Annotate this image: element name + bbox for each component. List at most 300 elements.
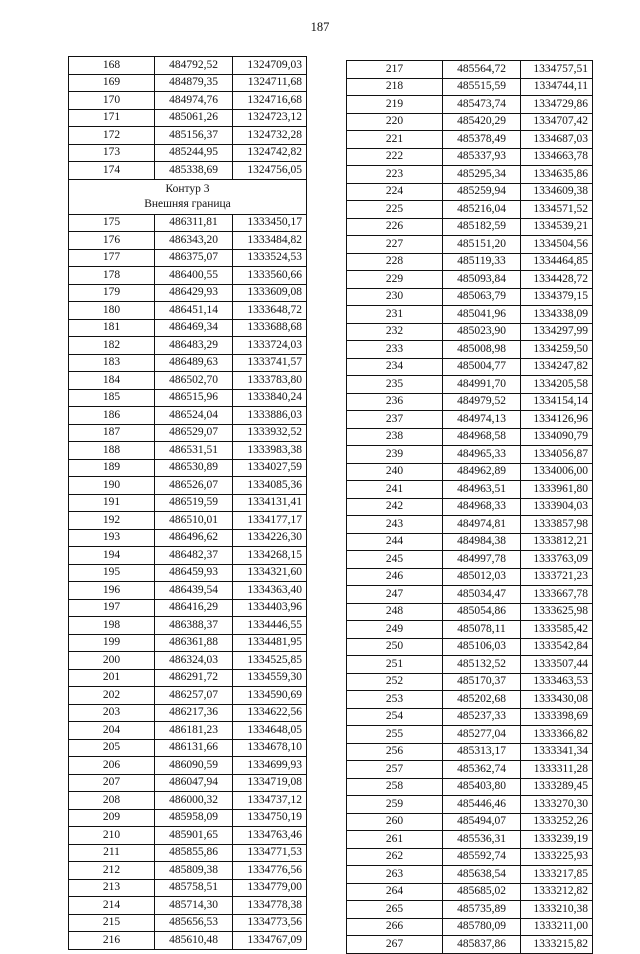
y-coordinate-cell: 1334779,00 <box>233 879 307 897</box>
y-coordinate-cell: 1334571,52 <box>521 201 593 219</box>
x-coordinate-cell: 485446,46 <box>443 796 521 814</box>
x-coordinate-cell: 486361,88 <box>155 634 233 652</box>
point-number-cell: 183 <box>69 354 155 372</box>
y-coordinate-cell: 1333763,09 <box>521 551 593 569</box>
point-number-cell: 213 <box>69 879 155 897</box>
table-row <box>347 551 593 569</box>
x-coordinate-cell: 486257,07 <box>155 687 233 705</box>
point-number-cell: 171 <box>69 109 155 127</box>
point-number-cell: 220 <box>347 113 443 131</box>
x-coordinate-cell: 486429,93 <box>155 284 233 302</box>
x-coordinate-cell: 485494,07 <box>443 813 521 831</box>
point-number-cell: 221 <box>347 131 443 149</box>
y-coordinate-cell: 1333463,53 <box>521 673 593 691</box>
point-number-cell: 195 <box>69 564 155 582</box>
y-coordinate-cell: 1324711,68 <box>233 74 307 92</box>
x-coordinate-cell: 486530,89 <box>155 459 233 477</box>
table-row <box>347 586 593 604</box>
y-coordinate-cell: 1333585,42 <box>521 621 593 639</box>
section-title: Контур 3 <box>165 183 210 196</box>
x-coordinate-cell: 486217,36 <box>155 704 233 722</box>
y-coordinate-cell: 1333484,82 <box>233 232 307 250</box>
y-coordinate-cell: 1334321,60 <box>233 564 307 582</box>
table-row <box>69 214 307 232</box>
x-coordinate-cell: 484974,13 <box>443 411 521 429</box>
y-coordinate-cell: 1334464,85 <box>521 253 593 271</box>
x-coordinate-cell: 485313,17 <box>443 743 521 761</box>
y-coordinate-cell: 1333212,82 <box>521 883 593 901</box>
table-row <box>69 932 307 950</box>
y-coordinate-cell: 1333625,98 <box>521 603 593 621</box>
point-number-cell: 182 <box>69 337 155 355</box>
y-coordinate-cell: 1334056,87 <box>521 446 593 464</box>
x-coordinate-cell: 484974,76 <box>155 92 233 110</box>
table-row <box>69 634 307 652</box>
point-number-cell: 206 <box>69 757 155 775</box>
x-coordinate-cell: 486311,81 <box>155 214 233 232</box>
y-coordinate-cell: 1333667,78 <box>521 586 593 604</box>
table-row <box>347 533 593 551</box>
table-row <box>347 61 593 79</box>
y-coordinate-cell: 1333217,85 <box>521 866 593 884</box>
table-row <box>347 113 593 131</box>
point-number-cell: 239 <box>347 446 443 464</box>
table-row <box>69 302 307 320</box>
y-coordinate-cell: 1333215,82 <box>521 936 593 954</box>
point-number-cell: 247 <box>347 586 443 604</box>
point-number-cell: 240 <box>347 463 443 481</box>
y-coordinate-cell: 1333688,68 <box>233 319 307 337</box>
table-row <box>69 547 307 565</box>
point-number-cell: 248 <box>347 603 443 621</box>
point-number-cell: 236 <box>347 393 443 411</box>
point-number-cell: 234 <box>347 358 443 376</box>
table-row <box>69 407 307 425</box>
table-row <box>347 271 593 289</box>
table-row <box>69 722 307 740</box>
y-coordinate-cell: 1334126,96 <box>521 411 593 429</box>
point-number-cell: 242 <box>347 498 443 516</box>
point-number-cell: 177 <box>69 249 155 267</box>
x-coordinate-cell: 485638,54 <box>443 866 521 884</box>
table-row <box>69 582 307 600</box>
point-number-cell: 233 <box>347 341 443 359</box>
x-coordinate-cell: 485041,96 <box>443 306 521 324</box>
point-number-cell: 208 <box>69 792 155 810</box>
y-coordinate-cell: 1333609,08 <box>233 284 307 302</box>
y-coordinate-cell: 1334590,69 <box>233 687 307 705</box>
table-row <box>69 529 307 547</box>
point-number-cell: 267 <box>347 936 443 954</box>
left-table-body-before <box>69 57 307 180</box>
y-coordinate-cell: 1333311,28 <box>521 761 593 779</box>
section-header-cell <box>69 179 307 214</box>
table-row <box>69 232 307 250</box>
point-number-cell: 222 <box>347 148 443 166</box>
table-row <box>69 74 307 92</box>
y-coordinate-cell: 1334027,59 <box>233 459 307 477</box>
y-coordinate-cell: 1334757,51 <box>521 61 593 79</box>
table-row <box>347 708 593 726</box>
y-coordinate-cell: 1334729,86 <box>521 96 593 114</box>
table-row <box>347 253 593 271</box>
table-row <box>347 568 593 586</box>
point-number-cell: 262 <box>347 848 443 866</box>
table-row <box>347 218 593 236</box>
table-row <box>347 463 593 481</box>
point-number-cell: 246 <box>347 568 443 586</box>
y-coordinate-cell: 1334379,15 <box>521 288 593 306</box>
x-coordinate-cell: 485295,34 <box>443 166 521 184</box>
table-row <box>69 354 307 372</box>
point-number-cell: 266 <box>347 918 443 936</box>
point-number-cell: 194 <box>69 547 155 565</box>
table-row <box>69 512 307 530</box>
point-number-cell: 190 <box>69 477 155 495</box>
y-coordinate-cell: 1333239,19 <box>521 831 593 849</box>
y-coordinate-cell: 1333524,53 <box>233 249 307 267</box>
table-row <box>347 358 593 376</box>
x-coordinate-cell: 486510,01 <box>155 512 233 530</box>
table-row <box>347 201 593 219</box>
x-coordinate-cell: 485735,89 <box>443 901 521 919</box>
point-number-cell: 200 <box>69 652 155 670</box>
y-coordinate-cell: 1333252,26 <box>521 813 593 831</box>
table-row <box>347 288 593 306</box>
point-number-cell: 243 <box>347 516 443 534</box>
x-coordinate-cell: 484997,78 <box>443 551 521 569</box>
x-coordinate-cell: 484962,89 <box>443 463 521 481</box>
x-coordinate-cell: 485714,30 <box>155 897 233 915</box>
x-coordinate-cell: 486502,70 <box>155 372 233 390</box>
point-number-cell: 216 <box>69 932 155 950</box>
x-coordinate-cell: 486131,66 <box>155 739 233 757</box>
x-coordinate-cell: 485685,02 <box>443 883 521 901</box>
table-row <box>347 446 593 464</box>
x-coordinate-cell: 485106,03 <box>443 638 521 656</box>
x-coordinate-cell: 486439,54 <box>155 582 233 600</box>
y-coordinate-cell: 1334559,30 <box>233 669 307 687</box>
y-coordinate-cell: 1334744,11 <box>521 78 593 96</box>
point-number-cell: 231 <box>347 306 443 324</box>
table-row <box>347 726 593 744</box>
y-coordinate-cell: 1333542,84 <box>521 638 593 656</box>
x-coordinate-cell: 486526,07 <box>155 477 233 495</box>
x-coordinate-cell: 485592,74 <box>443 848 521 866</box>
y-coordinate-cell: 1333430,08 <box>521 691 593 709</box>
x-coordinate-cell: 486388,37 <box>155 617 233 635</box>
point-number-cell: 170 <box>69 92 155 110</box>
table-row <box>69 494 307 512</box>
point-number-cell: 232 <box>347 323 443 341</box>
y-coordinate-cell: 1324742,82 <box>233 144 307 162</box>
y-coordinate-cell: 1334131,41 <box>233 494 307 512</box>
y-coordinate-cell: 1333450,17 <box>233 214 307 232</box>
table-row <box>69 897 307 915</box>
table-row <box>69 162 307 180</box>
x-coordinate-cell: 485780,09 <box>443 918 521 936</box>
point-number-cell: 212 <box>69 862 155 880</box>
y-coordinate-cell: 1333211,00 <box>521 918 593 936</box>
table-row <box>347 131 593 149</box>
y-coordinate-cell: 1334719,08 <box>233 774 307 792</box>
x-coordinate-cell: 484792,52 <box>155 57 233 75</box>
y-coordinate-cell: 1333983,38 <box>233 442 307 460</box>
y-coordinate-cell: 1334504,56 <box>521 236 593 254</box>
x-coordinate-cell: 485515,59 <box>443 78 521 96</box>
table-row <box>347 481 593 499</box>
table-row <box>69 319 307 337</box>
y-coordinate-cell: 1334776,56 <box>233 862 307 880</box>
table-row <box>347 428 593 446</box>
table-row <box>347 236 593 254</box>
table-row <box>69 92 307 110</box>
point-number-cell: 235 <box>347 376 443 394</box>
point-number-cell: 253 <box>347 691 443 709</box>
table-row <box>347 918 593 936</box>
x-coordinate-cell: 485004,77 <box>443 358 521 376</box>
y-coordinate-cell: 1333210,38 <box>521 901 593 919</box>
table-row <box>69 862 307 880</box>
point-number-cell: 217 <box>347 61 443 79</box>
y-coordinate-cell: 1334525,85 <box>233 652 307 670</box>
x-coordinate-cell: 485337,93 <box>443 148 521 166</box>
y-coordinate-cell: 1333741,57 <box>233 354 307 372</box>
table-row <box>347 306 593 324</box>
x-coordinate-cell: 485378,49 <box>443 131 521 149</box>
y-coordinate-cell: 1334699,93 <box>233 757 307 775</box>
table-row <box>69 459 307 477</box>
point-number-cell: 201 <box>69 669 155 687</box>
x-coordinate-cell: 486375,07 <box>155 249 233 267</box>
table-row <box>347 341 593 359</box>
x-coordinate-cell: 485837,86 <box>443 936 521 954</box>
point-number-cell: 185 <box>69 389 155 407</box>
point-number-cell: 244 <box>347 533 443 551</box>
point-number-cell: 255 <box>347 726 443 744</box>
point-number-cell: 238 <box>347 428 443 446</box>
table-row <box>69 792 307 810</box>
y-coordinate-cell: 1334778,38 <box>233 897 307 915</box>
x-coordinate-cell: 485237,33 <box>443 708 521 726</box>
table-row <box>69 127 307 145</box>
section-header-row <box>69 179 307 214</box>
point-number-cell: 224 <box>347 183 443 201</box>
y-coordinate-cell: 1334767,09 <box>233 932 307 950</box>
table-row <box>69 774 307 792</box>
x-coordinate-cell: 484968,58 <box>443 428 521 446</box>
y-coordinate-cell: 1334205,58 <box>521 376 593 394</box>
y-coordinate-cell: 1333961,80 <box>521 481 593 499</box>
x-coordinate-cell: 486482,37 <box>155 547 233 565</box>
x-coordinate-cell: 485362,74 <box>443 761 521 779</box>
point-number-cell: 252 <box>347 673 443 691</box>
x-coordinate-cell: 484968,33 <box>443 498 521 516</box>
point-number-cell: 188 <box>69 442 155 460</box>
x-coordinate-cell: 485008,98 <box>443 341 521 359</box>
x-coordinate-cell: 485259,94 <box>443 183 521 201</box>
y-coordinate-cell: 1334707,42 <box>521 113 593 131</box>
table-row <box>347 621 593 639</box>
table-row <box>69 914 307 932</box>
point-number-cell: 197 <box>69 599 155 617</box>
point-number-cell: 245 <box>347 551 443 569</box>
y-coordinate-cell: 1333398,69 <box>521 708 593 726</box>
y-coordinate-cell: 1334363,40 <box>233 582 307 600</box>
x-coordinate-cell: 484991,70 <box>443 376 521 394</box>
point-number-cell: 179 <box>69 284 155 302</box>
table-row <box>69 337 307 355</box>
point-number-cell: 226 <box>347 218 443 236</box>
point-number-cell: 204 <box>69 722 155 740</box>
table-row <box>69 249 307 267</box>
point-number-cell: 180 <box>69 302 155 320</box>
point-number-cell: 207 <box>69 774 155 792</box>
point-number-cell: 259 <box>347 796 443 814</box>
x-coordinate-cell: 484974,81 <box>443 516 521 534</box>
x-coordinate-cell: 485901,65 <box>155 827 233 845</box>
x-coordinate-cell: 485151,20 <box>443 236 521 254</box>
y-coordinate-cell: 1334177,17 <box>233 512 307 530</box>
y-coordinate-cell: 1333341,34 <box>521 743 593 761</box>
y-coordinate-cell: 1334663,78 <box>521 148 593 166</box>
table-row <box>69 844 307 862</box>
table-row <box>347 883 593 901</box>
table-row <box>69 757 307 775</box>
x-coordinate-cell: 485061,26 <box>155 109 233 127</box>
y-coordinate-cell: 1334737,12 <box>233 792 307 810</box>
y-coordinate-cell: 1334763,46 <box>233 827 307 845</box>
y-coordinate-cell: 1324732,28 <box>233 127 307 145</box>
x-coordinate-cell: 486469,34 <box>155 319 233 337</box>
x-coordinate-cell: 484965,33 <box>443 446 521 464</box>
x-coordinate-cell: 485023,90 <box>443 323 521 341</box>
table-row <box>347 901 593 919</box>
x-coordinate-cell: 486531,51 <box>155 442 233 460</box>
table-row <box>347 376 593 394</box>
x-coordinate-cell: 485012,03 <box>443 568 521 586</box>
table-row <box>347 411 593 429</box>
x-coordinate-cell: 485034,47 <box>443 586 521 604</box>
y-coordinate-cell: 1334750,19 <box>233 809 307 827</box>
x-coordinate-cell: 486496,62 <box>155 529 233 547</box>
point-number-cell: 219 <box>347 96 443 114</box>
point-number-cell: 251 <box>347 656 443 674</box>
point-number-cell: 256 <box>347 743 443 761</box>
x-coordinate-cell: 485855,86 <box>155 844 233 862</box>
point-number-cell: 169 <box>69 74 155 92</box>
x-coordinate-cell: 486291,72 <box>155 669 233 687</box>
x-coordinate-cell: 486416,29 <box>155 599 233 617</box>
point-number-cell: 209 <box>69 809 155 827</box>
table-row <box>347 761 593 779</box>
x-coordinate-cell: 485182,59 <box>443 218 521 236</box>
point-number-cell: 193 <box>69 529 155 547</box>
section-header-group <box>69 179 307 214</box>
table-row <box>69 687 307 705</box>
left-coordinates-table <box>68 56 307 950</box>
x-coordinate-cell: 485610,48 <box>155 932 233 950</box>
y-coordinate-cell: 1334247,82 <box>521 358 593 376</box>
table-row <box>69 739 307 757</box>
y-coordinate-cell: 1334635,86 <box>521 166 593 184</box>
point-number-cell: 229 <box>347 271 443 289</box>
point-number-cell: 263 <box>347 866 443 884</box>
x-coordinate-cell: 485420,29 <box>443 113 521 131</box>
table-row <box>347 831 593 849</box>
x-coordinate-cell: 485156,37 <box>155 127 233 145</box>
x-coordinate-cell: 485338,69 <box>155 162 233 180</box>
x-coordinate-cell: 484879,35 <box>155 74 233 92</box>
y-coordinate-cell: 1333289,45 <box>521 778 593 796</box>
x-coordinate-cell: 485054,86 <box>443 603 521 621</box>
y-coordinate-cell: 1334539,21 <box>521 218 593 236</box>
point-number-cell: 258 <box>347 778 443 796</box>
point-number-cell: 230 <box>347 288 443 306</box>
point-number-cell: 228 <box>347 253 443 271</box>
point-number-cell: 173 <box>69 144 155 162</box>
table-row <box>69 827 307 845</box>
x-coordinate-cell: 485958,09 <box>155 809 233 827</box>
y-coordinate-cell: 1334268,15 <box>233 547 307 565</box>
x-coordinate-cell: 486524,04 <box>155 407 233 425</box>
point-number-cell: 191 <box>69 494 155 512</box>
table-row <box>69 109 307 127</box>
y-coordinate-cell: 1334648,05 <box>233 722 307 740</box>
table-row <box>347 656 593 674</box>
y-coordinate-cell: 1324716,68 <box>233 92 307 110</box>
x-coordinate-cell: 485170,37 <box>443 673 521 691</box>
x-coordinate-cell: 485132,52 <box>443 656 521 674</box>
point-number-cell: 249 <box>347 621 443 639</box>
x-coordinate-cell: 486515,96 <box>155 389 233 407</box>
x-coordinate-cell: 484963,51 <box>443 481 521 499</box>
y-coordinate-cell: 1334446,55 <box>233 617 307 635</box>
table-row <box>347 603 593 621</box>
table-row <box>69 267 307 285</box>
point-number-cell: 175 <box>69 214 155 232</box>
point-number-cell: 237 <box>347 411 443 429</box>
y-coordinate-cell: 1334154,14 <box>521 393 593 411</box>
point-number-cell: 214 <box>69 897 155 915</box>
table-row <box>69 704 307 722</box>
y-coordinate-cell: 1333840,24 <box>233 389 307 407</box>
y-coordinate-cell: 1333812,21 <box>521 533 593 551</box>
table-row <box>69 424 307 442</box>
point-number-cell: 192 <box>69 512 155 530</box>
x-coordinate-cell: 486343,20 <box>155 232 233 250</box>
y-coordinate-cell: 1334428,72 <box>521 271 593 289</box>
x-coordinate-cell: 486181,23 <box>155 722 233 740</box>
x-coordinate-cell: 486324,03 <box>155 652 233 670</box>
y-coordinate-cell: 1334006,00 <box>521 463 593 481</box>
y-coordinate-cell: 1333225,93 <box>521 848 593 866</box>
x-coordinate-cell: 486090,59 <box>155 757 233 775</box>
point-number-cell: 174 <box>69 162 155 180</box>
x-coordinate-cell: 485202,68 <box>443 691 521 709</box>
point-number-cell: 210 <box>69 827 155 845</box>
point-number-cell: 176 <box>69 232 155 250</box>
y-coordinate-cell: 1333648,72 <box>233 302 307 320</box>
y-coordinate-cell: 1334687,03 <box>521 131 593 149</box>
table-row <box>347 498 593 516</box>
point-number-cell: 250 <box>347 638 443 656</box>
x-coordinate-cell: 485809,38 <box>155 862 233 880</box>
x-coordinate-cell: 485403,80 <box>443 778 521 796</box>
table-row <box>69 879 307 897</box>
x-coordinate-cell: 485536,31 <box>443 831 521 849</box>
point-number-cell: 196 <box>69 582 155 600</box>
